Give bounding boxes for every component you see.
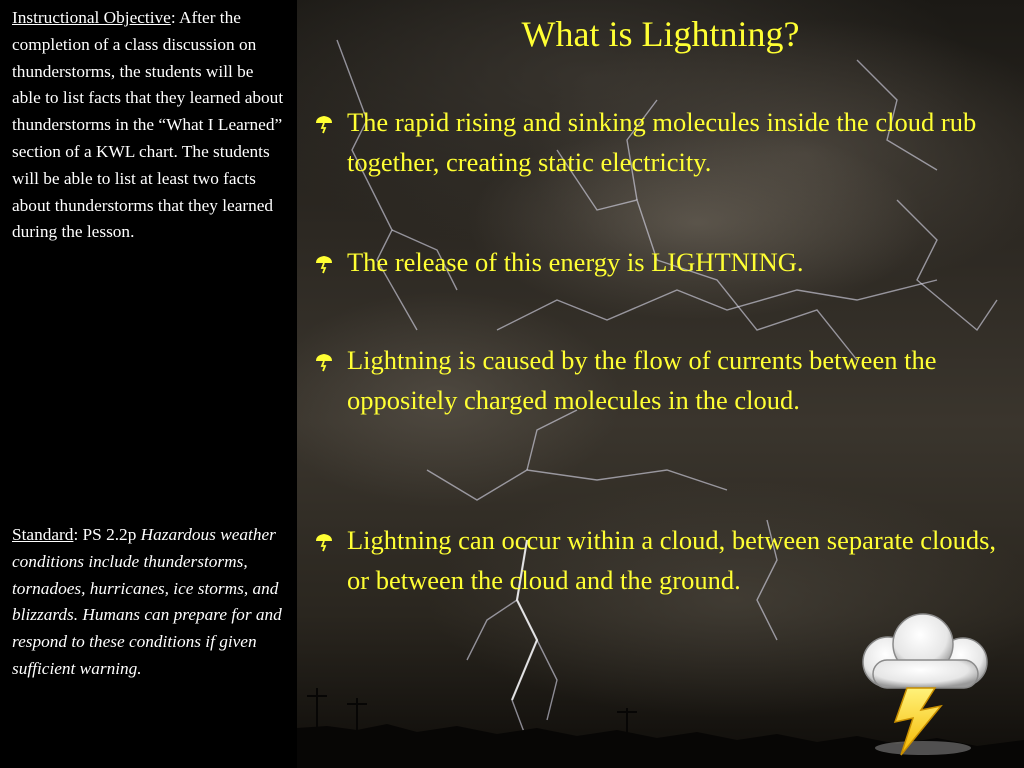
bullet-text: Lightning is caused by the flow of currents between the oppositely charged molecules in the cloud. <box>347 345 937 415</box>
storm-cloud-icon <box>313 350 335 372</box>
standard-text: Hazardous weather conditions include thunderstorms, tornadoes, hurricanes, ice storms, and blizzards. Humans can prepare for and respond to these conditions if given sufficient warning. <box>12 525 282 678</box>
bullet-item <box>313 242 804 282</box>
storm-cloud-icon <box>313 112 335 134</box>
bullet-item <box>313 102 1018 182</box>
slide-title: What is Lightning? <box>521 14 800 54</box>
standard-code: : PS 2.2p <box>73 525 141 544</box>
standard-paragraph <box>12 522 283 683</box>
bullet-item <box>313 520 1018 600</box>
objective-paragraph <box>12 5 285 246</box>
bullet-text: The release of this energy is LIGHTNING. <box>347 247 804 277</box>
thunder-cloud-icon <box>855 610 990 760</box>
objective-heading: Instructional Objective <box>12 8 171 27</box>
standard-heading: Standard <box>12 525 74 544</box>
notes-panel <box>0 0 297 768</box>
storm-cloud-icon <box>313 252 335 274</box>
bullet-text: Lightning can occur within a cloud, between separate clouds, or between the cloud and the ground. <box>347 525 997 595</box>
bullet-item <box>313 340 1018 420</box>
bullet-text: The rapid rising and sinking molecules inside the cloud rub together, creating static electricity. <box>347 107 977 177</box>
objective-text: : After the completion of a class discussion on thunderstorms, the students will be able to list facts that they learned about thunderstorms in the “What I Learned” section of a KWL chart. The students will be able to list at least two facts about thunderstorms that they learned during the lesson. <box>12 8 284 242</box>
storm-cloud-icon <box>313 530 335 552</box>
